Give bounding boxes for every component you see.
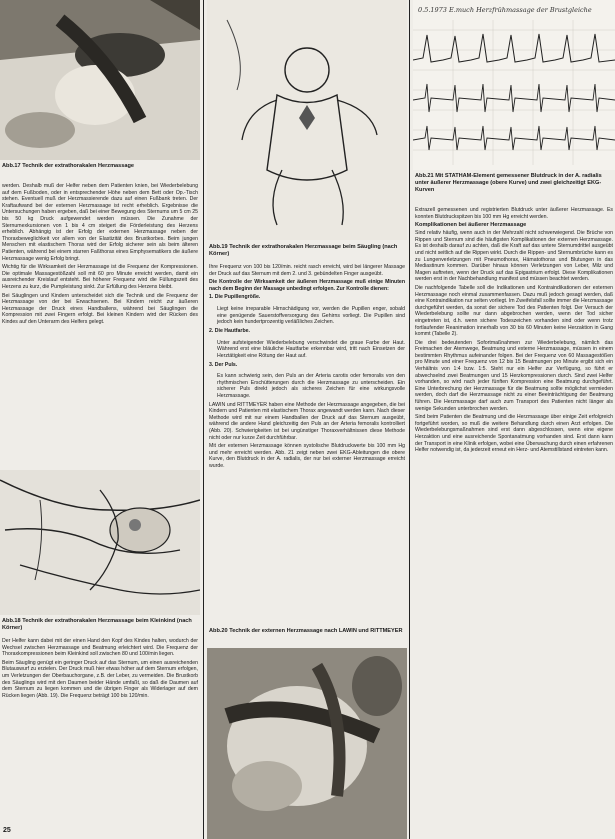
col2-item-2-title: 2. Die Hautfarbe. [209, 327, 250, 334]
figure-20-caption: Abb.20 Technik der externen Herzmassage nach LAWIN und RITTMEYER [209, 628, 405, 635]
col2-paragraph-2: LAWIN und RITTMEYER haben eine Methode der Herzmassage angegeben, die bei Kindern und Patienten mit elastischem Thorax angewandt werden kann. Nach dieser Methode wird mit nur einem Handballen der Druck auf das Sternum ausgeübt, während die andere Hand gleichzeitig den Puls an der Arteria femoralis kontrolliert (Abb. 20). Schwierigkeiten ist bei ungünstiger Thoraxverhältnissen diese Methode nicht oder nur kurze Zeit durchführbar. [209, 401, 405, 441]
col2-item-2-text: Unter aufsteigender Wiederbelebung verschwindet die graue Farbe der Haut. Während erst eine bläuliche Hautfarbe erkennbar wird, tritt nach Einsetzen der Herztätigkeit eine Rötung der Haut auf. [217, 339, 405, 359]
col2-paragraph-3: Mit der externen Herzmassage können systolische Blutdruckwerte bis 100 mm Hg und mehr erreicht werden. Abb. 21 zeigt neben zwei EKG-Ableitungen die obere Kurve, den Blutdruck in der A. radialis, der nur bei externer Herzmassage erreicht wurde. [209, 443, 405, 469]
col1b-paragraph-1: Der Helfer kann dabei mit der einen Hand den Kopf des Kindes halten, wodurch der Wechsel zwischen Herzmassage und Beatmung erleichtert wird. Die Frequenz der Thoraxkompressionen beim Kleinkind soll zwischen 80 und 100/min liegen. [2, 638, 198, 658]
col1b-paragraph-2: Beim Säugling genügt ein geringer Druck auf das Sternum, um einen ausreichenden Blutauswurf zu erzielen. Der Druck muß hier etwas höher auf dem Sternum erfolgen, um Verletzungen der Oberbauchorgane, z.B. der Leber, zu vermeiden. Die Brustkorb des Säuglings wird mit den Daumen beider Hände umfaßt, so daß die Daumen auf dem Sternum zu liegen kommen und die übrigen Finger als Widerlager auf dem Rücken liegen (Abb. 19). Die Frequenz beträgt 100 bis 120/min. [2, 659, 198, 699]
column-divider-left [203, 0, 204, 839]
col2-paragraph-1: Ihre Frequenz von 100 bis 120/min. reicht rasch erreicht, wird bei längerer Massage der Druck auf das Sternum mit dem 2. und 3. gebündelten Finger ausgeübt. [209, 264, 405, 277]
col2-control-heading: Die Kontrolle der Wirksamkeit der äußeren Herzmassage muß einige Minuten nach dem Beginn der Massage unbedingt erfolgen. Zur Kontrolle dienen: [209, 279, 405, 292]
figure-17-caption: Abb.17 Technik der extrathorakalen Herzmassage [2, 163, 135, 169]
col3-paragraph-4: Die drei bedeutenden Sofortmaßnahmen zur Wiederbelebung, nämlich das Freimachen der Atemwege, Beatmung und externe Herzmassage, müssen in einem bestimmten Rhythmus aufeinander folgen. Bei der Frequenz von 60 Massagestößen pro Minute und einer Frequenz von 12 bis 15 Beatmungen pro Minute ergibt sich ein Verhältnis von 1:4 bzw. 1:5. Steht nur ein Helfer zur Verfügung, so führt er abwechselnd zwei Beatmungen und 15 Herzkompressionen durch. Sind zwei Helfer vorhanden, so wird nach jeder fünften Kompression eine Beatmung durchgeführt. Eine Unterbrechung der Herzmassage für die Beatmung sollte möglichst vermieden werden, doch darf die Herzmassage nicht zu einer Beeinträchtigung der Beatmung führen. Die Herzmassage darf auch zum Transport des Patienten nicht länger als wenige Sekunden unterbrochen werden. [415, 339, 613, 412]
col3-paragraph-5: Sind beim Patienten die Beatmung und die Herzmassage über einige Zeit erfolgreich fortgeführt worden, so muß die weitere Behandlung durch einen Arzt erfolgen. Die Wiederbelebungsmaßnahmen sind erst dann abgeschlossen, wenn eine eigene Herzaktion und eine ausreichende Spontanatmung vorhanden sind. Erst dann kann der Transport in eine Klinik erfolgen, wobei eine Überwachung durch einen erfahrenen Helfer notwendig ist, da jederzeit erneut ein Herz- und Atemstillstand eintreten kann. [415, 414, 613, 454]
figure-21-ecg [413, 0, 615, 170]
col3-body [415, 207, 613, 837]
col3-paragraph-1: Extrazell gemessenen und registrierten Blutdruck unter äußerer Herzmassage. Es konnten Blutdruckspitzen bis 100 mm Hg erreicht werden. [415, 207, 613, 220]
col2-item-3-title: 3. Der Puls. [209, 361, 238, 368]
figure-21-caption: Abb.21 Mit STATHAM-Element gemessener Blutdruck in der A. radialis unter äußerer Herzmassage (obere Kurve) und zwei gleichzeitigt EKG-Kurven [415, 173, 602, 193]
col1-body-top [2, 183, 198, 465]
column-divider-right [409, 0, 410, 839]
col2-item-3-text: Es kann schwierig sein, den Puls an der Arteria carotis oder femoralis von den rhythmischen Erschütterungen durch die Herzmassage zu unterscheiden. Ein sicherer Puls direkt jedoch als sicheres Zeichen für eine wirkungsvolle Herzmassage. [217, 373, 405, 400]
figure-20-photo [207, 626, 407, 839]
page-number: 25 [3, 827, 11, 834]
ecg-handwritten-annotation: 0.5.1973 E.much Herzfrühmassage der Brustgleiche [418, 6, 592, 14]
col3-paragraph-2: Sind relativ häufig, wenn auch in der Mehrzahl nicht schwerwiegend. Die Brüche von Rippen und Sternum sind die häufigsten Komplikationen der externen Herzmassage. Es ist deshalb darauf zu achten, daß die Kraft auf das untere Sternumdrittel ausgeübt und nicht seitlich auf die Rippen wirkt. Durch die Rippen- und Sternumbrüche kann es zu Lungenverletzungen mit Pneumothorax, Hämatothorax und Blutungen in das Mediastinum kommen. Darüber hinaus können Verletzungen von Leber, Milz und Magen auftreten, wenn der Druck auf das Epigastrium erfolgt. Diese Komplikationen werden erst in der Nachbehandlung manifest und müssen beachtet werden. [415, 230, 613, 283]
figure-18-caption: Abb.18 Technik der extrathorakalen Herzmassage beim Kleinkind (nach Körner) [2, 618, 192, 631]
col1-paragraph-1: werden. Deshalb muß der Helfer neben dem Patienten knien, bei Wiederbelebung auf dem Fußboden, oder in entsprechender Höhe neben dem Bett oder Op.-Tisch stehen. Eventuell muß der Herzmassierende dazu auf einen Fußbank treten. Der Kraftaufwand bei der externen Herzmassage ist recht erheblich. Ergebnisse die Untersuchungen haben ergeben, daß bei einer Bewegung des Sternums um 5 cm 25 bis 50 kg Druck aufgewendet werden müssen. Die Zunahme der Sternumexkursionen von 1 bis 4 cm steigert die Förderleistung des Herzens erheblich. Abhängig ist der Erfolg der externen Herzmassage neben der Thoraxbeweglichkeit vor allem von der Elastizität des Brustkorbes. Beim jungen Menschen mit elastischem Thorax wird der Erfolg sicherer sein als beim älteren Patienten, während bei einem starren Faßthorax eines Emphysematikers die äußere Herzmassage wenig Erfolg bringt. [2, 183, 198, 262]
col2-item-1-text: Liegt keine irreparable Hirnschädigung vor, werden die Pupillen enger, sobald eine genügende Sauerstoffversorgung des Gehirns vorliegt. Die Pupillen sind jedoch kein hundertprozentig verläßliches Zeichen. [217, 306, 405, 326]
col2-body [209, 264, 405, 622]
figure-19-photo [207, 0, 407, 240]
col3-paragraph-3: Die nachfolgende Tabelle soll die Indikationen und Kontraindikationen der externen Herzmassage noch einmal zusammenfassen. Dazu muß jedoch gesagt werden, daß eine Kontraindikation nur selten vorliegt. Im Zweifelsfall sollte immer die Herzmassage durchgeführt werden, da sonst der sichere Tod des Patienten folgt. Der Versuch der Wiederbelebung sollte nur dann abgebrochen werden, wenn der Tod sicher eingetreten ist, d.h. wenn sichere Todeszeichen vorhanden sind oder wenn trotz fortlaufender Reanimation innerhalb von 30 bis 60 Minuten keine Herzaktion in Gang kommt (Tabelle 2). [415, 284, 613, 338]
col2-item-1-title: 1. Die Pupillengröße. [209, 294, 261, 301]
col1-body-bottom [2, 638, 198, 836]
col3-complications-heading: Komplikationen bei äußerer Herzmassage [415, 222, 527, 229]
figure-18-photo [0, 470, 200, 615]
col1-paragraph-2: Wichtig für die Wirksamkeit der Herzmassage ist die Frequenz der Kompressionen. Die optimale Massagestößzahl soll mit 60 pro Minute erreicht werden, damit ein ausreichender Kreislauf entsteht. Bei höherer Frequenz wird die Füllungszeit des Herzens zu kurz, die Pumpleistung sinkt. Zur Erfüllung des Herzens bleibt. [2, 264, 198, 290]
figure-17-photo [0, 0, 200, 160]
figure-19-caption: Abb.19 Technik der extrathorakalen Herzmassage beim Säugling (nach Körner) [209, 244, 398, 257]
col1-paragraph-3: Bei Säuglingen und Kindern unterscheidet sich die Technik und die Frequenz der Herzmassage von der bei Erwachsenen. Bei Kindern reicht zur äußeren Herzmassage der Druck eines Handballens, während bei Säuglingen die Kompression mit zwei Fingern erfolgt. Bei kleinen Kindern wird der Rücken des Kindes auf den Unterarm des Helfers gelegt. [2, 292, 198, 325]
